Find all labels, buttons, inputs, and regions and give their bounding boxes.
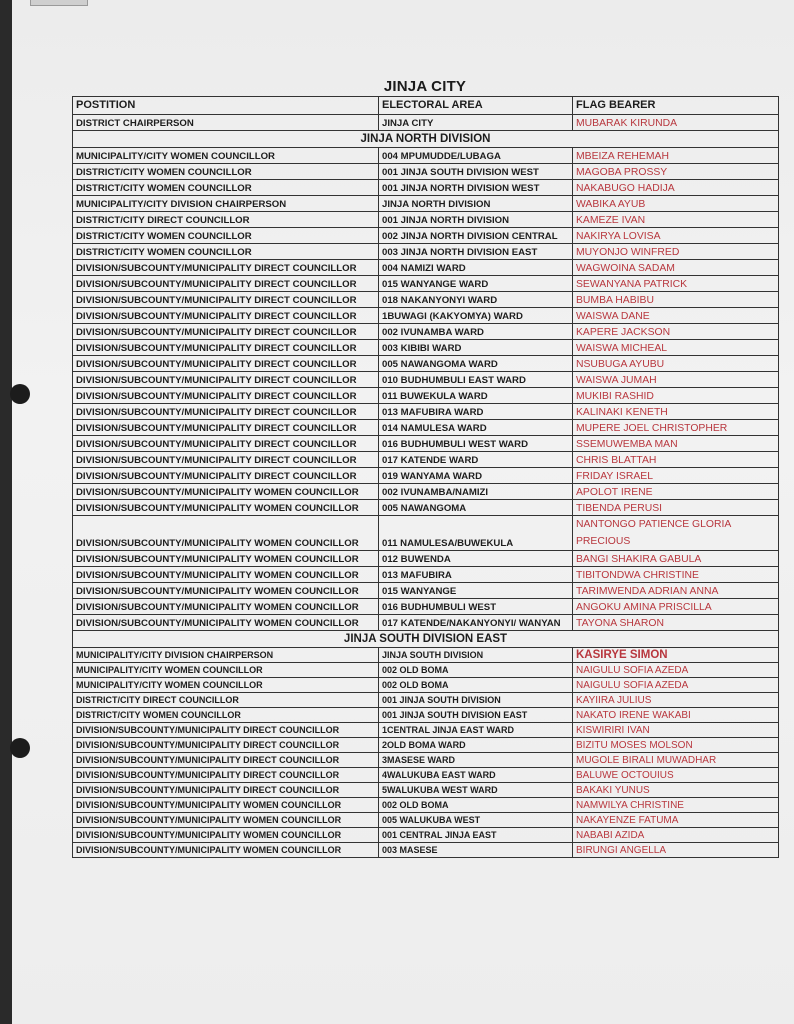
flag-bearer-cell: BIRUNGI ANGELLA	[573, 843, 779, 858]
flag-bearer-cell: TIBITONDWA CHRISTINE	[573, 567, 779, 583]
flag-bearer-cell: WAISWA JUMAH	[573, 372, 779, 388]
flag-bearer-cell: KAYIIRA JULIUS	[573, 693, 779, 708]
table-row	[73, 356, 779, 372]
flag-bearer-cell: FRIDAY ISRAEL	[573, 468, 779, 484]
electoral-area-cell: 018 NAKANYONYI WARD	[379, 292, 573, 308]
table-row	[73, 324, 779, 340]
flag-bearer-cell: TARIMWENDA ADRIAN ANNA	[573, 583, 779, 599]
position-cell: DIVISION/SUBCOUNTY/MUNICIPALITY WOMEN COUNCILLOR	[73, 500, 379, 516]
electoral-area-cell: 015 WANYANGE WARD	[379, 276, 573, 292]
flag-bearer-cell: NSUBUGA AYUBU	[573, 356, 779, 372]
table-row	[73, 843, 779, 858]
table-row	[73, 228, 779, 244]
column-header-flag-bearer: FLAG BEARER	[573, 97, 779, 115]
position-cell: DIVISION/SUBCOUNTY/MUNICIPALITY DIRECT COUNCILLOR	[73, 356, 379, 372]
table-row	[73, 708, 779, 723]
flag-bearer-cell: BALUWE OCTOUIUS	[573, 768, 779, 783]
table-row	[73, 828, 779, 843]
electoral-area-cell: 5WALUKUBA WEST WARD	[379, 783, 573, 798]
position-cell: DIVISION/SUBCOUNTY/MUNICIPALITY DIRECT COUNCILLOR	[73, 308, 379, 324]
table-row	[73, 753, 779, 768]
position-cell: DIVISION/SUBCOUNTY/MUNICIPALITY WOMEN COUNCILLOR	[73, 798, 379, 813]
flag-bearer-cell: WAISWA MICHEAL	[573, 340, 779, 356]
table-row	[73, 276, 779, 292]
position-cell: MUNICIPALITY/CITY DIVISION CHAIRPERSON	[73, 648, 379, 663]
table-row	[73, 723, 779, 738]
table-row	[73, 436, 779, 452]
electoral-area-cell: 1CENTRAL JINJA EAST WARD	[379, 723, 573, 738]
position-cell: MUNICIPALITY/CITY WOMEN COUNCILLOR	[73, 148, 379, 164]
table-row	[73, 292, 779, 308]
electoral-area-cell: 002 IVUNAMBA/NAMIZI	[379, 484, 573, 500]
table-row	[73, 196, 779, 212]
section-title: JINJA SOUTH DIVISION EAST	[73, 631, 779, 648]
electoral-area-cell: JINJA CITY	[379, 115, 573, 131]
position-cell: DISTRICT/CITY WOMEN COUNCILLOR	[73, 244, 379, 260]
table-row	[73, 516, 779, 551]
electoral-area-cell: 005 NAWANGOMA	[379, 500, 573, 516]
flag-bearer-cell: WAISWA DANE	[573, 308, 779, 324]
position-cell: DIVISION/SUBCOUNTY/MUNICIPALITY DIRECT COUNCILLOR	[73, 404, 379, 420]
position-cell: DISTRICT/CITY WOMEN COUNCILLOR	[73, 708, 379, 723]
table-row	[73, 783, 779, 798]
electoral-area-cell: 005 NAWANGOMA WARD	[379, 356, 573, 372]
position-cell: MUNICIPALITY/CITY DIVISION CHAIRPERSON	[73, 196, 379, 212]
electoral-area-cell: 016 BUDHUMBULI WEST	[379, 599, 573, 615]
position-cell: DIVISION/SUBCOUNTY/MUNICIPALITY DIRECT COUNCILLOR	[73, 260, 379, 276]
table-row	[73, 468, 779, 484]
electoral-area-cell: JINJA NORTH DIVISION	[379, 196, 573, 212]
position-cell: DIVISION/SUBCOUNTY/MUNICIPALITY DIRECT COUNCILLOR	[73, 388, 379, 404]
table-row	[73, 663, 779, 678]
flag-bearer-cell: WABIKA AYUB	[573, 196, 779, 212]
flag-bearer-cell: MUBARAK KIRUNDA	[573, 115, 779, 131]
flag-bearer-cell: MBEIZA REHEMAH	[573, 148, 779, 164]
position-cell: DISTRICT/CITY WOMEN COUNCILLOR	[73, 180, 379, 196]
table-row	[73, 615, 779, 631]
electoral-area-cell: 002 OLD BOMA	[379, 663, 573, 678]
electoral-area-cell: 001 JINJA SOUTH DIVISION EAST	[379, 708, 573, 723]
electoral-area-cell: 014 NAMULESA WARD	[379, 420, 573, 436]
position-cell: DISTRICT/CITY DIRECT COUNCILLOR	[73, 212, 379, 228]
section-header-row	[73, 131, 779, 148]
table-row	[73, 798, 779, 813]
electoral-area-cell: 002 OLD BOMA	[379, 798, 573, 813]
table-row	[73, 115, 779, 131]
position-cell: DIVISION/SUBCOUNTY/MUNICIPALITY DIRECT COUNCILLOR	[73, 738, 379, 753]
flag-bearer-cell: NAMWILYA CHRISTINE	[573, 798, 779, 813]
position-cell: DIVISION/SUBCOUNTY/MUNICIPALITY DIRECT COUNCILLOR	[73, 753, 379, 768]
position-cell: DIVISION/SUBCOUNTY/MUNICIPALITY WOMEN COUNCILLOR	[73, 567, 379, 583]
flag-bearer-cell: NABABI AZIDA	[573, 828, 779, 843]
table-row	[73, 148, 779, 164]
table-row	[73, 388, 779, 404]
position-cell: DIVISION/SUBCOUNTY/MUNICIPALITY DIRECT COUNCILLOR	[73, 372, 379, 388]
table-row	[73, 260, 779, 276]
position-cell: DIVISION/SUBCOUNTY/MUNICIPALITY DIRECT COUNCILLOR	[73, 420, 379, 436]
table-header-row	[73, 97, 779, 115]
flag-bearer-cell: NAKATO IRENE WAKABI	[573, 708, 779, 723]
section-header-row	[73, 631, 779, 648]
table-row	[73, 551, 779, 567]
position-cell: DIVISION/SUBCOUNTY/MUNICIPALITY DIRECT COUNCILLOR	[73, 768, 379, 783]
table-row	[73, 583, 779, 599]
table-row	[73, 452, 779, 468]
position-cell: DIVISION/SUBCOUNTY/MUNICIPALITY DIRECT COUNCILLOR	[73, 340, 379, 356]
flag-bearer-cell: ANGOKU AMINA PRISCILLA	[573, 599, 779, 615]
flag-bearer-cell: APOLOT IRENE	[573, 484, 779, 500]
position-cell: DISTRICT/CITY WOMEN COUNCILLOR	[73, 164, 379, 180]
flag-bearer-cell: NAKIRYA LOVISA	[573, 228, 779, 244]
table-row	[73, 484, 779, 500]
flag-bearer-cell: SEWANYANA PATRICK	[573, 276, 779, 292]
electoral-area-cell: 005 WALUKUBA WEST	[379, 813, 573, 828]
position-cell: MUNICIPALITY/CITY WOMEN COUNCILLOR	[73, 678, 379, 693]
flag-bearer-cell: KAPERE JACKSON	[573, 324, 779, 340]
table-row	[73, 340, 779, 356]
table-row	[73, 738, 779, 753]
position-cell: DIVISION/SUBCOUNTY/MUNICIPALITY WOMEN COUNCILLOR	[73, 843, 379, 858]
electoral-area-cell: 011 NAMULESA/BUWEKULA	[379, 516, 573, 551]
position-cell: DISTRICT/CITY WOMEN COUNCILLOR	[73, 228, 379, 244]
electoral-area-cell: 001 JINJA NORTH DIVISION	[379, 212, 573, 228]
flag-bearer-cell: NANTONGO PATIENCE GLORIA PRECIOUS	[573, 516, 779, 551]
table-row	[73, 678, 779, 693]
electoral-area-cell: 003 JINJA NORTH DIVISION EAST	[379, 244, 573, 260]
flag-bearer-cell: NAKABUGO HADIJA	[573, 180, 779, 196]
document-page	[12, 0, 794, 1024]
position-cell: DIVISION/SUBCOUNTY/MUNICIPALITY DIRECT COUNCILLOR	[73, 436, 379, 452]
electoral-area-cell: 013 MAFUBIRA WARD	[379, 404, 573, 420]
flag-bearer-cell: BUMBA HABIBU	[573, 292, 779, 308]
electoral-area-cell: 2OLD BOMA WARD	[379, 738, 573, 753]
flag-bearer-cell: BANGI SHAKIRA GABULA	[573, 551, 779, 567]
flag-bearer-cell: CHRIS BLATTAH	[573, 452, 779, 468]
flag-bearer-cell: NAIGULU SOFIA AZEDA	[573, 678, 779, 693]
flag-bearer-cell: KALINAKI KENETH	[573, 404, 779, 420]
position-cell: DIVISION/SUBCOUNTY/MUNICIPALITY WOMEN COUNCILLOR	[73, 615, 379, 631]
electoral-area-cell: 019 WANYAMA WARD	[379, 468, 573, 484]
flag-bearer-cell: BIZITU MOSES MOLSON	[573, 738, 779, 753]
position-cell: DIVISION/SUBCOUNTY/MUNICIPALITY DIRECT COUNCILLOR	[73, 324, 379, 340]
punch-hole-icon	[10, 384, 30, 404]
table-row	[73, 404, 779, 420]
flag-bearer-cell: MUYONJO WINFRED	[573, 244, 779, 260]
flag-bearers-table	[72, 96, 779, 858]
flag-bearer-cell: KASIRYE SIMON	[573, 648, 779, 663]
table-body	[73, 97, 779, 858]
table-row	[73, 599, 779, 615]
electoral-area-cell: 004 MPUMUDDE/LUBAGA	[379, 148, 573, 164]
flag-bearer-cell: TIBENDA PERUSI	[573, 500, 779, 516]
electoral-area-cell: 001 JINJA SOUTH DIVISION WEST	[379, 164, 573, 180]
table-row	[73, 768, 779, 783]
position-cell: DIVISION/SUBCOUNTY/MUNICIPALITY DIRECT COUNCILLOR	[73, 723, 379, 738]
column-header-position: POSTITION	[73, 97, 379, 115]
electoral-area-cell: 003 MASESE	[379, 843, 573, 858]
table-row	[73, 244, 779, 260]
flag-bearer-cell: BAKAKI YUNUS	[573, 783, 779, 798]
flag-bearer-cell: KAMEZE IVAN	[573, 212, 779, 228]
flag-bearer-cell: SSEMUWEMBA MAN	[573, 436, 779, 452]
electoral-area-cell: JINJA SOUTH DIVISION	[379, 648, 573, 663]
position-cell: DIVISION/SUBCOUNTY/MUNICIPALITY DIRECT COUNCILLOR	[73, 276, 379, 292]
position-cell: DIVISION/SUBCOUNTY/MUNICIPALITY WOMEN COUNCILLOR	[73, 828, 379, 843]
electoral-area-cell: 3MASESE WARD	[379, 753, 573, 768]
table-row	[73, 308, 779, 324]
electoral-area-cell: 002 JINJA NORTH DIVISION CENTRAL	[379, 228, 573, 244]
position-cell: DIVISION/SUBCOUNTY/MUNICIPALITY WOMEN COUNCILLOR	[73, 484, 379, 500]
column-header-electoral-area: ELECTORAL AREA	[379, 97, 573, 115]
position-cell: DIVISION/SUBCOUNTY/MUNICIPALITY WOMEN COUNCILLOR	[73, 583, 379, 599]
electoral-area-cell: 013 MAFUBIRA	[379, 567, 573, 583]
electoral-area-cell: 011 BUWEKULA WARD	[379, 388, 573, 404]
table-row	[73, 372, 779, 388]
table-row	[73, 212, 779, 228]
position-cell: DIVISION/SUBCOUNTY/MUNICIPALITY WOMEN COUNCILLOR	[73, 516, 379, 551]
electoral-area-cell: 001 CENTRAL JINJA EAST	[379, 828, 573, 843]
table-row	[73, 420, 779, 436]
position-cell: MUNICIPALITY/CITY WOMEN COUNCILLOR	[73, 663, 379, 678]
electoral-area-cell: 002 IVUNAMBA WARD	[379, 324, 573, 340]
electoral-area-cell: 010 BUDHUMBULI EAST WARD	[379, 372, 573, 388]
flag-bearer-sheet	[72, 78, 778, 858]
flag-bearer-cell: TAYONA SHARON	[573, 615, 779, 631]
flag-bearer-cell: MAGOBA PROSSY	[573, 164, 779, 180]
electoral-area-cell: 002 OLD BOMA	[379, 678, 573, 693]
position-cell: DIVISION/SUBCOUNTY/MUNICIPALITY DIRECT COUNCILLOR	[73, 468, 379, 484]
flag-bearer-cell: MUGOLE BIRALI MUWADHAR	[573, 753, 779, 768]
electoral-area-cell: 012 BUWENDA	[379, 551, 573, 567]
table-row	[73, 180, 779, 196]
flag-bearer-cell: KISWIRIRI IVAN	[573, 723, 779, 738]
electoral-area-cell: 001 JINJA NORTH DIVISION WEST	[379, 180, 573, 196]
position-cell: DIVISION/SUBCOUNTY/MUNICIPALITY DIRECT COUNCILLOR	[73, 452, 379, 468]
flag-bearer-cell: NAIGULU SOFIA AZEDA	[573, 663, 779, 678]
electoral-area-cell: 4WALUKUBA EAST WARD	[379, 768, 573, 783]
electoral-area-cell: 017 KATENDE/NAKANYONYI/ WANYAN	[379, 615, 573, 631]
flag-bearer-cell: MUKIBI RASHID	[573, 388, 779, 404]
electoral-area-cell: 003 KIBIBI WARD	[379, 340, 573, 356]
electoral-area-cell: 017 KATENDE WARD	[379, 452, 573, 468]
position-cell: DIVISION/SUBCOUNTY/MUNICIPALITY DIRECT COUNCILLOR	[73, 292, 379, 308]
electoral-area-cell: 004 NAMIZI WARD	[379, 260, 573, 276]
flag-bearer-cell: NAKAYENZE FATUMA	[573, 813, 779, 828]
table-row	[73, 567, 779, 583]
table-row	[73, 164, 779, 180]
table-row	[73, 648, 779, 663]
position-cell: DIVISION/SUBCOUNTY/MUNICIPALITY WOMEN COUNCILLOR	[73, 551, 379, 567]
position-cell: DIVISION/SUBCOUNTY/MUNICIPALITY WOMEN COUNCILLOR	[73, 599, 379, 615]
punch-hole-icon	[10, 738, 30, 758]
position-cell: DISTRICT/CITY DIRECT COUNCILLOR	[73, 693, 379, 708]
position-cell: DIVISION/SUBCOUNTY/MUNICIPALITY DIRECT COUNCILLOR	[73, 783, 379, 798]
electoral-area-cell: 1BUWAGI (KAKYOMYA) WARD	[379, 308, 573, 324]
table-row	[73, 500, 779, 516]
document-title: JINJA CITY	[383, 78, 467, 95]
table-row	[73, 693, 779, 708]
table-row	[73, 813, 779, 828]
flag-bearer-cell: MUPERE JOEL CHRISTOPHER	[573, 420, 779, 436]
section-title: JINJA NORTH DIVISION	[73, 131, 779, 148]
electoral-area-cell: 015 WANYANGE	[379, 583, 573, 599]
electoral-area-cell: 016 BUDHUMBULI WEST WARD	[379, 436, 573, 452]
paper-clip	[30, 0, 88, 6]
position-cell: DISTRICT CHAIRPERSON	[73, 115, 379, 131]
electoral-area-cell: 001 JINJA SOUTH DIVISION	[379, 693, 573, 708]
position-cell: DIVISION/SUBCOUNTY/MUNICIPALITY WOMEN COUNCILLOR	[73, 813, 379, 828]
flag-bearer-cell: WAGWOINA SADAM	[573, 260, 779, 276]
